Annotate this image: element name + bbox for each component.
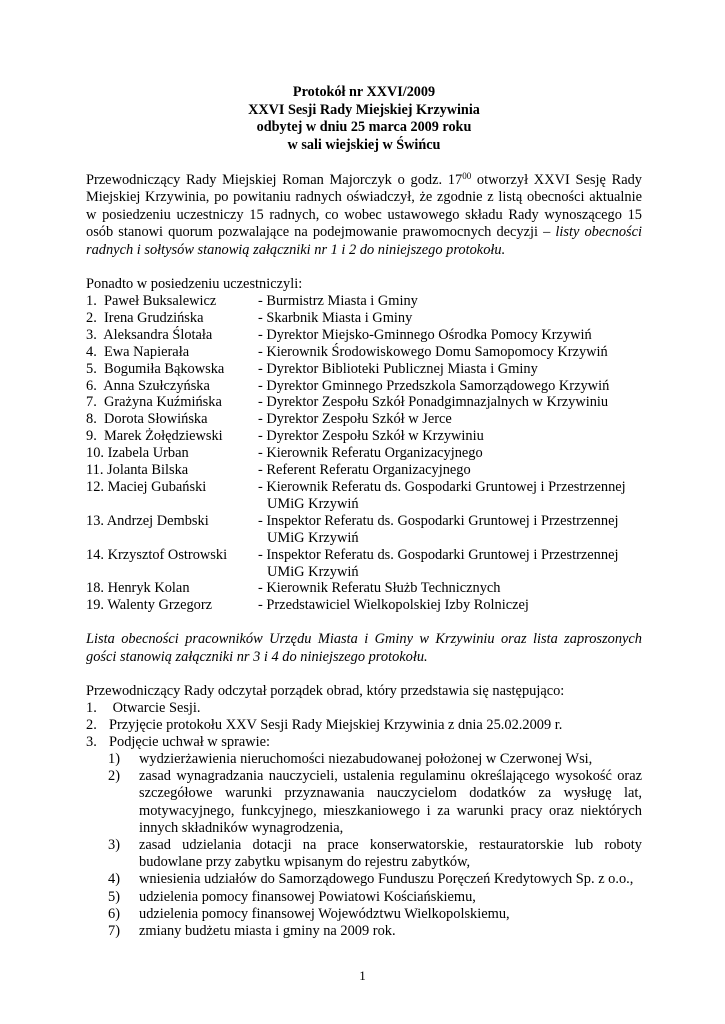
attendee-role [258,445,642,462]
attendee-name: 11. Jolanta Bilska [86,462,189,479]
resolution-item [108,923,642,940]
attendee-row [86,293,642,310]
attendee-role-continuation: UMiG Krzywiń [267,563,359,580]
agenda-list [86,700,642,751]
attendee-role [258,580,642,597]
attendee-role [258,597,642,614]
agenda-item [86,734,642,751]
attendee-row [86,462,642,479]
attendee-role [258,361,642,378]
title-line-3: odbytej w dniu 25 marca 2009 roku [256,119,472,135]
intro-text-b: otworzył XXVI Sesję Rady Miejskiej Krzywinia, po powitaniu radnych oświadczył, że zgodnie z listą obecności aktualnie w posiedzeniu uczestniczy 15 radnych, co wobec ustawowego składu Rady wynoszącego 15 osób stanowi quorum pozwalające na podejmowanie prawomocnych decyzji – [86,172,642,241]
attendee-role [258,378,642,395]
document-title [86,84,642,154]
attendee-row [86,580,642,597]
attendee-name: 14. Krzysztof Ostrowski [86,546,228,563]
title-line-1: Protokół nr XXVI/2009 [292,84,436,100]
intro-time-superscript: 00 [462,171,472,181]
attendee-role-text: - Skarbnik Miasta i Gminy [258,309,413,326]
agenda-item [86,700,642,717]
attendee-row [86,547,642,581]
resolution-item-text: zasad udzielania dotacji na prace konserwatorskie, restauratorskie lub roboty budowlane przy zabytku wpisanym do rejestru zabytków, [139,837,642,871]
resolution-item-number: 6) [108,905,120,922]
resolution-item-number: 2) [108,768,120,785]
resolution-item-number: 5) [108,888,120,905]
attendee-row [86,597,642,614]
attendee-role [258,293,642,310]
title-line-2: XXVI Sesji Rady Miejskiej Krzywinia [248,101,480,118]
attendee-role-text: - Kierownik Referatu Służb Technicznych [258,580,501,597]
attendee-name: 10. Izabela Urban [86,445,189,462]
intro-attachment-note: listy obecności radnych i sołtysów stanowią załączniki nr 1 i 2 do niniejszego protokołu. [86,224,643,258]
attendee-role-text: - Referent Referatu Organizacyjnego [258,462,471,479]
resolution-item-text: udzielenia pomocy finansowej Powiatowi Kościańskiemu, [139,888,476,905]
attendee-role-text: - Przedstawiciel Wielkopolskiej Izby Rolniczej [258,597,529,614]
document-page [86,84,642,940]
attendee-role-text: - Inspektor Referatu ds. Gospodarki Gruntowej i Przestrzennej [258,512,619,529]
attendee-row [86,361,642,378]
attendee-row [86,479,642,513]
resolution-item [108,906,642,923]
attendee-name: 1. Paweł Buksalewicz [86,293,217,310]
attendee-row [86,445,642,462]
agenda-intro: Przewodniczący Rady odczytał porządek obrad, który przedstawia się następująco: [86,683,565,700]
agenda-item-number: 3. [86,734,97,751]
attendee-name: 4. Ewa Napierała [86,343,190,360]
attendee-role [258,327,642,344]
resolution-item-text: zasad wynagradzania nauczycieli, ustalenia regulaminu określającego wysokość oraz szczegółowe warunki przyznawania nauczycielom dodatków za wysługę lat, motywacyjnego, funkcyjnego, mieszkaniowego i za warunki pracy oraz niektórych innych składników wynagrodzenia, [139,768,642,836]
attendee-name: 12. Maciej Gubański [86,479,207,495]
resolution-item-text: zmiany budżetu miasta i gminy na 2009 rok. [139,923,396,940]
agenda-item-text: Podjęcie uchwał w sprawie: [109,734,271,751]
attendee-name: 9. Marek Żołędziewski [86,428,223,445]
resolution-item [108,889,642,906]
attendee-role-continuation: UMiG Krzywiń [267,529,359,546]
attendee-name: 8. Dorota Słowińska [86,411,208,428]
intro-paragraph [86,172,642,259]
attendee-name: 3. Aleksandra Ślotała [86,326,213,343]
attendee-row [86,394,642,411]
agenda-item-text: Przyjęcie protokołu XXV Sesji Rady Miejskiej Krzywinia z dnia 25.02.2009 r. [109,717,563,734]
attendee-role [258,547,642,581]
resolution-item-number: 3) [108,837,120,854]
attendee-name: 13. Andrzej Dembski [86,512,209,529]
attendee-role-text: - Dyrektor Miejsko-Gminnego Ośrodka Pomocy Krzywiń [258,326,592,343]
attendee-role-text: - Burmistrz Miasta i Gminy [258,293,418,310]
attendee-role-text: - Inspektor Referatu ds. Gospodarki Gruntowej i Przestrzennej [258,546,619,563]
attendee-role-text: - Kierownik Referatu Organizacyjnego [258,445,483,462]
attendees-list [86,293,642,614]
agenda-item [86,717,642,734]
attendee-name: 19. Walenty Grzegorz [86,597,213,614]
attendee-role [258,462,642,479]
resolution-item [108,837,642,871]
agenda-item-number: 1. [86,700,97,717]
agenda-item-number: 2. [86,717,97,734]
attendee-row [86,378,642,395]
attendee-role-text: - Dyrektor Zespołu Szkół w Krzywiniu [258,428,484,445]
resolution-item-text: udzielenia pomocy finansowej Województwu Wielkopolskiemu, [139,905,510,922]
attendee-role [258,479,642,513]
attendee-role [258,394,642,411]
attendee-row [86,310,642,327]
resolution-item-number: 1) [108,751,120,768]
resolution-item-text: wniesienia udziałów do Samorządowego Funduszu Poręczeń Kredytowych Sp. z o.o., [139,871,634,888]
attendees-heading: Ponadto w posiedzeniu uczestniczyli: [86,276,303,293]
attendee-role-text: - Dyrektor Gminnego Przedszkola Samorządowego Krzywiń [258,377,610,394]
attendee-name: 18. Henryk Kolan [86,580,190,597]
attendee-role-text: - Dyrektor Zespołu Szkół Ponadgimnazjalnych w Krzywiniu [258,394,609,411]
attendee-role [258,411,642,428]
attendee-row [86,344,642,361]
attendee-role-text: - Kierownik Środowiskowego Domu Samopomocy Krzywiń [258,343,608,360]
attendee-name: 7. Grażyna Kuźmińska [86,394,222,411]
page-number: 1 [359,968,366,983]
attendee-row [86,513,642,547]
attendee-role-text: - Dyrektor Biblioteki Publicznej Miasta i Gminy [258,360,538,377]
intro-text-a: Przewodniczący Rady Miejskiej Roman Majorczyk o godz. 17 [86,172,463,188]
attendee-role-text: - Dyrektor Zespołu Szkół w Jerce [258,411,452,428]
attendee-role [258,513,642,547]
agenda-item-text: Otwarcie Sesji. [109,700,201,717]
staff-attendance-note: Lista obecności pracowników Urzędu Miasta i Gminy w Krzywiniu oraz lista zaproszonych gości stanowią załączniki nr 3 i 4 do niniejszego protokołu. [86,631,642,665]
attendee-row [86,411,642,428]
attendee-row [86,327,642,344]
resolutions-list [86,751,642,940]
attendee-role-continuation: UMiG Krzywiń [267,495,359,512]
resolution-item [108,751,642,768]
attendee-role-text: - Kierownik Referatu ds. Gospodarki Gruntowej i Przestrzennej [258,479,626,495]
attendee-name: 6. Anna Szułczyńska [86,377,210,394]
attendee-name: 5. Bogumiła Bąkowska [86,360,225,377]
resolution-item-number: 7) [108,923,120,940]
attendee-role [258,310,642,327]
resolution-item-text: wydzierżawienia nieruchomości niezabudowanej położonej w Czerwonej Wsi, [139,751,593,768]
title-line-4: w sali wiejskiej w Świńcu [287,136,441,153]
attendee-role [258,344,642,361]
attendee-role [258,428,642,445]
attendee-row [86,428,642,445]
attendee-name: 2. Irena Grudzińska [86,309,204,326]
resolution-item [108,871,642,888]
resolution-item-number: 4) [108,871,120,888]
resolution-item [108,768,642,837]
